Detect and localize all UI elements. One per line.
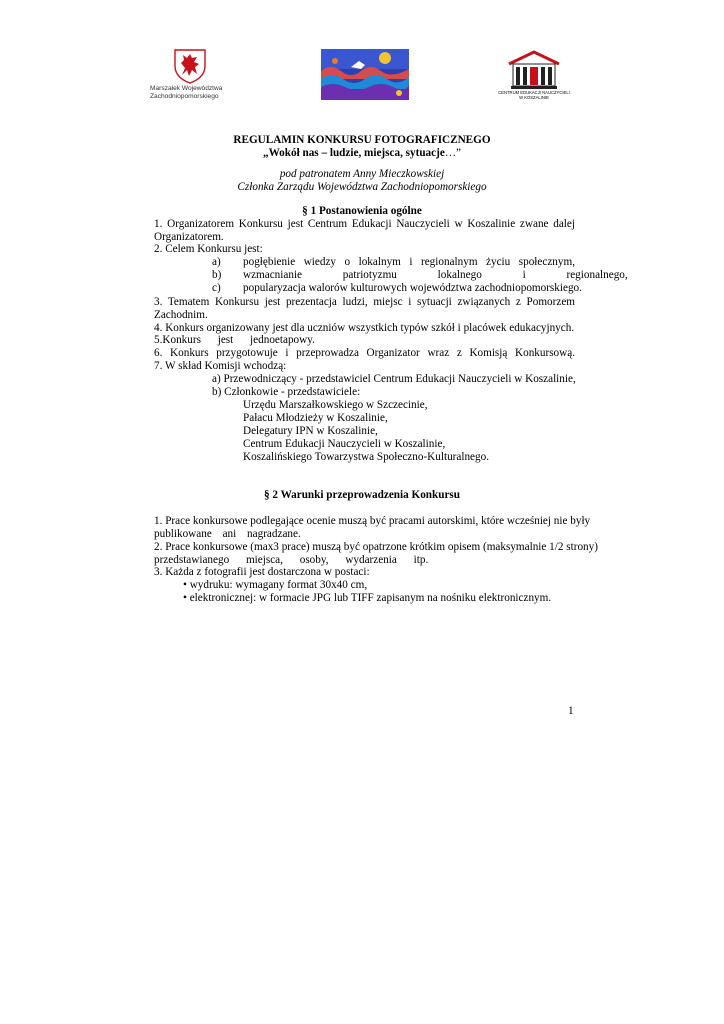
format-bullet: • elektronicznej: w formacie JPG lub TIFF zapisanym na nośniku elektronicznym. [183,592,552,604]
patronage-line-2: Członka Zarządu Województwa Zachodniopomorskiego [237,181,487,193]
format-bullet: • wydruku: wymagany format 30x40 cm, [183,579,368,591]
goal-c-letter: c) [212,282,221,294]
s2-point-2-line-1: 2. Prace konkursowe (max3 prace) muszą być opatrzone krótkim opisem (maksymalnie 1/2 strony) [154,541,598,553]
s1-point-1-line-2: Organizatorem. [154,231,224,243]
s2-point-1-line-1: 1. Prace konkursowe podlegające ocenie muszą być pracami autorskimi, które wcześniej nie były [154,515,591,527]
cen-logo-text-line1: CENTRUM EDUKACJI NAUCZYCIELI [498,90,570,95]
marshal-logo-text-line2: Zachodniopomorskiego [150,93,219,100]
painting-image [321,49,409,100]
cen-logo-text [490,90,578,100]
s1-point-1-line-1: 1. Organizatorem Konkursu jest Centrum Edukacji Nauczycieli w Koszalinie zwane dalej [154,218,575,230]
s1-point-2: 2. Celem Konkursu jest: [154,243,263,255]
s1-point-5: 5.Konkurs jest jednoetapowy. [154,334,315,346]
s2-point-1-line-2: publikowane ani nagradzane. [154,528,301,540]
section-1-heading: § 1 Postanowienia ogólne [302,205,422,217]
goal-c-text: popularyzacja walorów kulturowych województwa zachodniopomorskiego. [243,282,582,294]
building-icon [505,50,563,90]
s1-point-3-line-1: 3. Tematem Konkursu jest prezentacja ludzi, miejsc i sytuacji związanych z Pomorzem [154,296,575,308]
s1-point-4: 4. Konkurs organizowany jest dla uczniów wszystkich typów szkół i placówek edukacyjnych. [154,322,575,334]
s1-point-6: 6. Konkurs przygotowuje i przeprowadza Organizator wraz z Komisją Konkursową. [154,347,575,359]
goal-a-text: pogłębienie wiedzy o lokalnym i regionalnym życiu społecznym, [243,256,575,268]
subtitle-main: „Wokół nas – ludzie, miejsca, sytuacje [263,147,445,159]
griffin-shield-icon [172,48,208,84]
committee-member: Koszalińskiego Towarzystwa Społeczno-Kulturalnego. [243,451,490,463]
committee-member: Delegatury IPN w Koszalinie, [243,425,378,437]
s1-point-3-line-2: Zachodnim. [154,309,208,321]
subtitle-tail: …” [444,147,461,159]
committee-member: Centrum Edukacji Nauczycieli w Koszalinie, [243,438,446,450]
marshal-logo-text-line1: Marszałek Województwa [150,85,223,92]
document-subtitle [0,147,724,160]
goal-b-letter: b) [212,269,222,281]
goal-b-text: wzmacnianie patriotyzmu lokalnego i regionalnego, [243,269,628,281]
document-title: REGULAMIN KONKURSU FOTOGRAFICZNEGO [233,134,491,146]
marshal-logo-text [150,85,222,101]
s2-point-3: 3. Każda z fotografii jest dostarczona w postaci: [154,566,370,578]
committee-member: Urzędu Marszałkowskiego w Szczecinie, [243,399,428,411]
cen-logo [505,50,563,90]
marshal-logo [172,48,208,84]
s1-point-7b: b) Członkowie - przedstawiciele: [212,386,361,398]
s2-point-2-line-2: przedstawianego miejsca, osoby, wydarzenia itp. [154,554,429,566]
cen-logo-text-line2: W KOSZALINIE [519,95,549,100]
s1-point-7a: a) Przewodniczący - przedstawiciel Centrum Edukacji Nauczycieli w Koszalinie, [212,373,576,385]
section-2-heading: § 2 Warunki przeprowadzenia Konkursu [263,489,461,501]
goal-a-letter: a) [212,256,221,268]
s1-point-7: 7. W skład Komisji wchodzą: [154,360,287,372]
committee-member: Pałacu Młodzieży w Koszalinie, [243,412,388,424]
page-number: 1 [568,705,574,717]
patronage-line-1: pod patronatem Anny Mieczkowskiej [279,168,445,180]
